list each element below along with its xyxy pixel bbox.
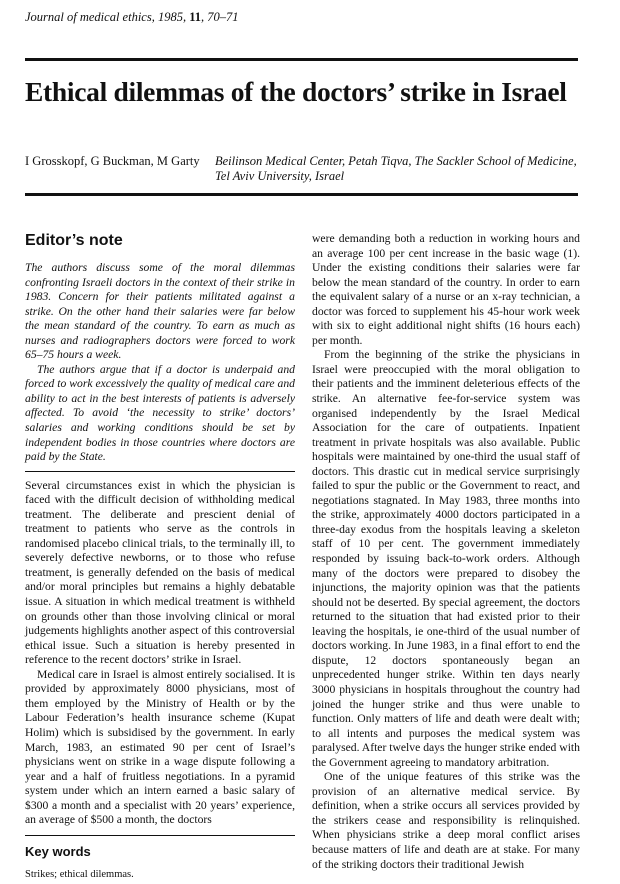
right-column <box>312 232 580 872</box>
keywords-rule <box>25 835 295 836</box>
body-paragraph: Several circumstances exist in which the physician is faced with the difficult decision of withholding medical treatment. The deliberate and prescient denial of treatment to patients who serve as the controls in randomised placebo clinical trials, to the terminally ill, to severely defective newborns, or to those who refuse treatment, is generally defended on the basis of medical and/or moral principles but remains a highly debatable issue. A situation in which medical treatment is withheld on grounds other than those involving clinical or moral judgements highlights another aspect of this controversial ethical issue. Such a situation is hereby presented in reference to the recent doctors’ strike in Israel. <box>25 478 295 667</box>
author-affiliation <box>215 154 585 184</box>
affiliation-line-1: Beilinson Medical Center, Petah Tiqva, The Sackler School of Medicine, <box>215 154 577 168</box>
body-paragraph: One of the unique features of this strike was the provision of an alternative medical service. By definition, when a strike occurs all services provided by the strikers cease and responsibility is relinquished. When physicians strike a deep moral conflict arises because matters of life and death are at stake. For many of the striking doctors their traditional Jewish <box>312 770 580 871</box>
body-paragraph: Medical care in Israel is almost entirely socialised. It is provided by approximately 8000 physicians, most of them employed by the Ministry of Health or by the Labour Federation’s health insurance scheme (Kupat Holim) which is subsidised by the government. In early March, 1983, an estimated 90 per cent of Israel’s physicians went on strike in a wage dispute following a year and a half of fruitless negotiations. In a pyramid system under which an intern earned a basic salary of $300 a month and a specialist with 20 years’ experience, an average of $500 a month, the doctors <box>25 667 295 827</box>
article-authors: I Grosskopf, G Buckman, M Garty <box>25 154 200 168</box>
journal-volume: 11 <box>189 10 202 24</box>
journal-name: Journal of medical ethics <box>25 10 152 24</box>
affiliation-line-2: Tel Aviv University, Israel <box>215 169 345 183</box>
editors-note-paragraph: The authors discuss some of the moral dilemmas confronting Israeli doctors in the context of their strike in 1983. Concern for their patients militated against a strike. On the other hand their salaries were far below the mean standard of the country. To earn as much as nurses and radiographers doctors were forced to work 65–75 hours a week. <box>25 261 295 362</box>
editors-note-paragraph: The authors argue that if a doctor is underpaid and forced to work excessively the quality of medical care and ability to act in the best interests of patients is adversely affected. To avoid ‘the necessity to strike’ doctors’ salaries and working conditions should be set by independent bodies in those countries where doctors are paid by the State. <box>25 362 295 464</box>
article-title: Ethical dilemmas of the doctors’ strike in Israel <box>25 76 567 107</box>
journal-year: , 1985, <box>151 10 190 24</box>
left-column <box>25 232 295 881</box>
header-rule <box>25 193 578 196</box>
keywords-text: Strikes; ethical dilemmas. <box>25 868 134 880</box>
editors-note-heading: Editor’s note <box>25 232 123 249</box>
editors-note-rule <box>25 471 295 472</box>
top-rule <box>25 58 578 61</box>
body-paragraph: were demanding both a reduction in working hours and an average 100 per cent increase in the basic wage (1). Under the existing conditions their salaries were far below the mean standard of the country. In order to earn the equivalent salary of a nurse or an x-ray technician, a doctor was forced to supplement his 45-hour work week with six to eight additional night shifts (16 hours each) per month. <box>312 232 580 347</box>
body-paragraph: From the beginning of the strike the physicians in Israel were preoccupied with the moral obligation to their patients and the imminent deleterious effects of the strike. An alternative fee-for-service system was organised independently by the Israel Medical Association for the care of outpatients. Inpatient treatment in private hospitals was also available. Public hospitals were maintained by one-third the usual staff of doctors. This drastic cut in medical service surprisingly failed to spur the public or the Government to react, and negotiations stagnated. In May 1983, three months into the strike, approximately 4000 doctors participated in a three-day exodus from the hospitals leaving a skeleton staff of 10 per cent. The government immediately responded by issuing back-to-work orders. Although many of the doctors were prepared to disobey the injunctions, the majority opinion was that the patients should not be deserted. By special agreement, the doctors returned to the situation that had existed prior to their leaving the hospitals, ie one-third of the usual number of doctors working. In June 1983, in a final effort to end the dispute, 12 doctors spontaneously began an unprecedented hunger strike. Within ten days nearly 3000 physicians in hospitals throughout the country had joined the hunger strike and thus were unable to function. Only matters of life and death were dealt with; to all intents and purposes the medical system was paralysed. After twelve days the hunger strike ended with the Government agreeing to mandatory arbitration. <box>312 348 580 769</box>
keywords-heading: Key words <box>25 843 91 859</box>
journal-citation <box>25 10 239 25</box>
journal-pages: , 70–71 <box>201 10 239 24</box>
